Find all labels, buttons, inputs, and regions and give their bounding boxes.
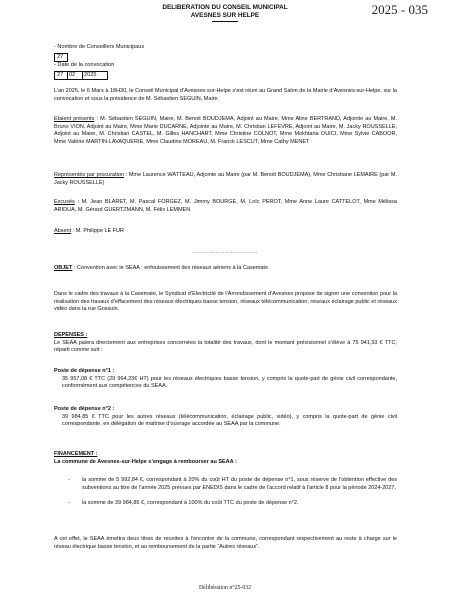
financing-item-2: la somme de 39 984,85 €, correspondant à 100% du coût TTC du poste de dépense n°2. bbox=[82, 500, 299, 507]
convocation-day: 27 bbox=[57, 72, 64, 78]
subject-text: : Convention avec le SEAA : enfouissement des réseaux aériens à la Casemate bbox=[72, 265, 269, 271]
expense-2-text: 39 984,85 € TTC pour les autres réseaux (télécommunication, éclairage public, vidéo), y compris la quote-part de génie civil correspondante, en délégation de maitrise d’ouvrage accordée au SEAA par la commune. bbox=[62, 413, 397, 428]
present-list: : M. Sébastien SEGUIN, Maire, M. Benoit BOUDJEMA, Adjoint au Maire, Mme Aline BERTRAND, Adjointe au Maire, M. Bruno VION, Adjoint au Maire, Mme Marie DUCARNE, Adjointe au Maire, M. Christian LEFEVRE, Adjoint au Maire, M. Jacky ROUSSELLE, Adjoint au Maire, M. Christian CASTEL, M. Gilles HANCHART, Mme Christine COLNOT, Mme Mokhtaria OUICI, Mme Sylvie CABOOR, Mme Valérie MARTIN-LAVAQUERIE, Mme Claudine MOREAU, M. Franck LESCUT, Mme Cathy MENET bbox=[54, 116, 397, 145]
attendees-proxy bbox=[54, 172, 397, 187]
excused-label: Excusés bbox=[54, 199, 75, 205]
financing-section bbox=[54, 451, 397, 466]
proxy-list: : Mme Laurence WATTEAU, Adjointe au Maire (par M. Benoit BOUDJEMA), Mme Christiane LEMAIRE (par M. Jacky ROUSSELLE) bbox=[54, 172, 397, 186]
attendees-excused bbox=[54, 199, 397, 214]
councillors-count-value: 27 bbox=[57, 54, 64, 60]
convocation-date-label: - Date de la convocation bbox=[54, 62, 115, 68]
proxy-label: Représentés par procuration bbox=[54, 172, 124, 178]
header-title: DELIBERATION DU CONSEIL MUNICIPAL bbox=[162, 4, 288, 11]
councillors-count-box bbox=[54, 53, 68, 62]
page-footer: Délibération n°25-032 bbox=[198, 585, 252, 591]
closing-paragraph: A cet effet, le SEAA émettra deux titres de recettes à l’encontre de la commune, correspondant respectivement au reste à charge sur le réseau électrique basse tension, et au remboursement de la partie “Autres réseaux”. bbox=[54, 536, 397, 550]
present-label: Etaient présents bbox=[54, 116, 95, 122]
bullet-dash: - bbox=[68, 500, 70, 507]
attendees-absent bbox=[54, 228, 397, 236]
list-item bbox=[68, 477, 397, 492]
expenses-section bbox=[54, 332, 397, 355]
financing-item-1: la somme de 5 992,84 €, correspondant à 20% du coût HT du poste de dépense n°1, sous réserve de l’obtention effective des subventions au titre de l’année 2025 prévues par ENEDIS dans le cadre de l’accord relatif à l’article 8 pour la période 2024-2027, bbox=[82, 477, 397, 491]
expenses-intro: Le SEAA paiera directement aux entreprises concernées la totalité des travaux, dont le montant prévisionnel s’élève à 75 941,93 € TTC, réparti comme suit : bbox=[54, 339, 397, 354]
expense-1-text: 35 957,08 € TTC (29 964,23€ HT) pour les réseaux électriques basse tension, y compris la quote-part de génie civil correspondante, conformément aux compétences du SEAA. bbox=[62, 375, 397, 390]
header-town: AVESNES SUR HELPE bbox=[190, 12, 260, 19]
expense-1-heading: Poste de dépense n°1 : bbox=[54, 368, 115, 374]
financing-list bbox=[68, 477, 397, 516]
attendees-present bbox=[54, 116, 397, 146]
expense-2-heading: Poste de dépense n°2 : bbox=[54, 406, 115, 412]
expense-item-2 bbox=[54, 406, 397, 429]
subject-label: OBJET bbox=[54, 265, 73, 271]
list-item bbox=[68, 500, 397, 508]
absent-label: Absent bbox=[54, 228, 72, 234]
section-separator: ……………………………… bbox=[192, 249, 258, 255]
absent-list: : M. Philippe LE FUR bbox=[71, 228, 125, 234]
financing-intro: La commune de Avesnes-sur-Helpe s’engage à rembourser au SEAA : bbox=[54, 458, 237, 465]
convocation-date-box bbox=[54, 71, 108, 80]
convocation-month: 02 bbox=[69, 72, 76, 78]
financing-heading: FINANCEMENT : bbox=[54, 451, 98, 457]
expense-item-1 bbox=[54, 368, 397, 391]
excused-list: : M. Jean BLARET, M. Pascal FORGEZ, M. Jimmy BOURGE, M. Loïc PEROT, Mme Anne Laure CATTELOT, Mme Mélissa ARIDUA, M. Gérard GUERTZMANN, M. Félix LEMMEN bbox=[54, 199, 397, 213]
expenses-heading: DEPENSES : bbox=[54, 332, 88, 338]
convocation-year: 2025 bbox=[84, 72, 97, 78]
deliberation-reference: 2025 - 035 bbox=[371, 2, 428, 17]
subject-line bbox=[54, 265, 397, 273]
bullet-dash: - bbox=[68, 477, 70, 483]
intro-paragraph: L’an 2025, le 6 Mars à 18H30, le Conseil Municipal d’Avesnes-sur-Helpe s’est réuni au Grand Salon de la Mairie d’Avesnes-sur-Helpe, sur la convocation et sous la présidence de M. Sébastien SEGUIN, Maire. bbox=[54, 88, 397, 102]
header-underline bbox=[212, 21, 238, 22]
councillors-count-label: - Nombre de Conseillers Municipaux bbox=[54, 44, 145, 50]
context-paragraph: Dans le cadre des travaux à la Casemate, le Syndicat d’Electricité de l’Arrondissement d’Avesnes propose de signer une convention pour la réalisation des travaux d’effacement des réseaux électriques basse tension, réseaux télécommunication, réseaux éclairage public et réseaux vidéo dans la rue Gossuin. bbox=[54, 291, 397, 313]
